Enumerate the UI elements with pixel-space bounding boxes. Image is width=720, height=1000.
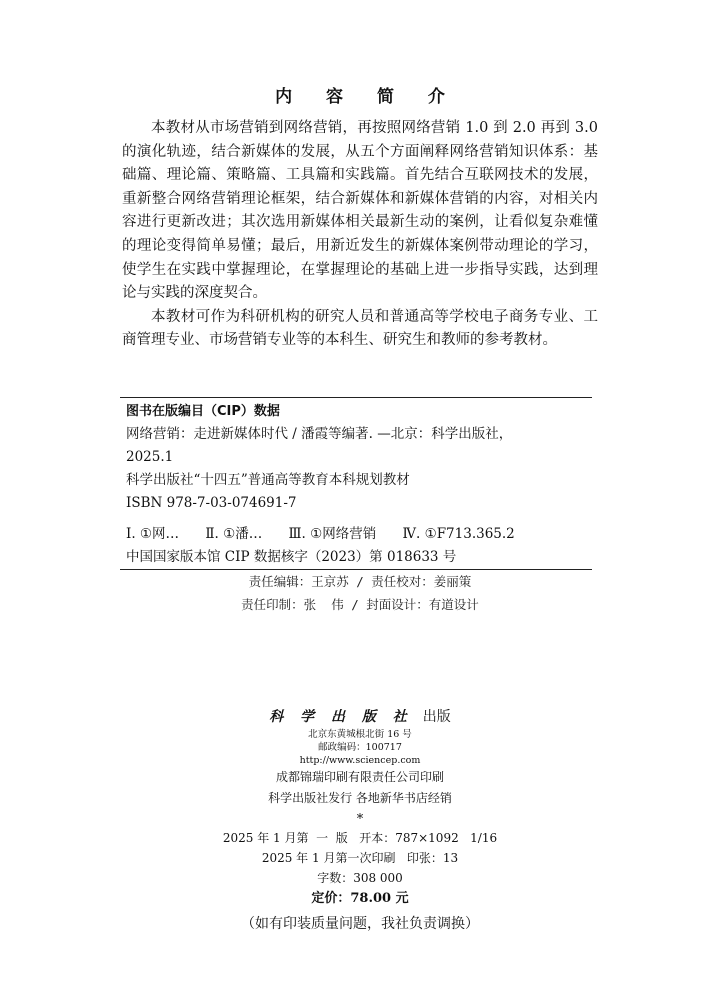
cip-date: 2025.1 — [126, 449, 174, 465]
cip-classification — [126, 523, 586, 546]
word-count: 字数：308 000 — [317, 871, 403, 885]
credits-editors: 责任编辑：王京苏 / 责任校对：姜丽策 — [248, 574, 472, 589]
classification-item: Ⅰ. ①网… — [126, 526, 180, 542]
publisher-url: http://www.sciencep.com — [299, 755, 421, 766]
printing-line: 2025 年 1 月第一次印刷 印张：13 — [261, 851, 459, 865]
cip-number: 中国国家版本馆 CIP 数据核字（2023）第 018633 号 — [126, 549, 457, 565]
printer: 成都锦瑞印刷有限责任公司印刷 — [275, 770, 444, 784]
classification-item: Ⅲ. ①网络营销 — [288, 526, 377, 542]
publish-word: 出版 — [422, 709, 451, 725]
publisher-logo-text: 科 学 出 版 社 — [269, 709, 413, 725]
cip-isbn: ISBN 978-7-03-074691-7 — [126, 495, 297, 511]
cip-block — [126, 400, 586, 569]
imprint — [0, 706, 720, 936]
page-title: 内 容 简 介 — [275, 87, 459, 107]
classification-item: Ⅱ. ①潘… — [205, 526, 263, 542]
cip-series: 科学出版社“十四五”普通高等教育本科规划教材 — [126, 472, 410, 488]
cip-book-line: 网络营销：走进新媒体时代 / 潘霞等编著. —北京：科学出版社， — [126, 426, 513, 442]
publisher-address: 北京东黄城根北街 16 号 — [308, 729, 412, 740]
publisher-line — [0, 706, 720, 728]
distribution: 科学出版社发行 各地新华书店经销 — [268, 791, 452, 805]
abstract-paragraph-2: 本教材可作为科研机构的研究人员和普通高等学校电子商务专业、工商管理专业、市场营销专业等的本科生、研究生和教师的参考教材。 — [122, 308, 598, 349]
publisher-postcode: 邮政编码：100717 — [318, 742, 402, 753]
cip-heading: 图书在版编目（CIP）数据 — [126, 404, 280, 419]
credits — [0, 570, 720, 616]
credits-printing-design: 责任印制：张 伟 / 封面设计：有道设计 — [241, 597, 479, 612]
cip-top-divider — [120, 397, 592, 398]
edition-line: 2025 年 1 月第 一 版 开本：787×1092 1/16 — [222, 831, 498, 845]
abstract-paragraph-1: 本教材从市场营销到网络营销，再按照网络营销 1.0 到 2.0 再到 3.0 的演化轨迹，结合新媒体的发展，从五个方面阐释网络营销知识体系：基础篇、理论篇、策略篇、工具篇和实践篇。首先结合互联网技术的发展，重新整合网络营销理论框架，结合新媒体和新媒体营销的内容，对相关内容进行更新改进；其次选用新媒体相关最新生动的案例，让看似复杂难懂的理论变得简单易懂；最后，用新近发生的新媒体案例带动理论的学习，使学生在实践中掌握理论，在掌握理论的基础上进一步指导实践，达到理论与实践的深度契合。 — [122, 120, 598, 302]
quality-notice: （如有印装质量问题，我社负责调换） — [241, 916, 479, 932]
separator-star: * — [356, 812, 364, 827]
abstract — [122, 117, 598, 353]
classification-item: Ⅳ. ①F713.365.2 — [402, 526, 515, 542]
price: 定价：78.00 元 — [311, 891, 409, 906]
